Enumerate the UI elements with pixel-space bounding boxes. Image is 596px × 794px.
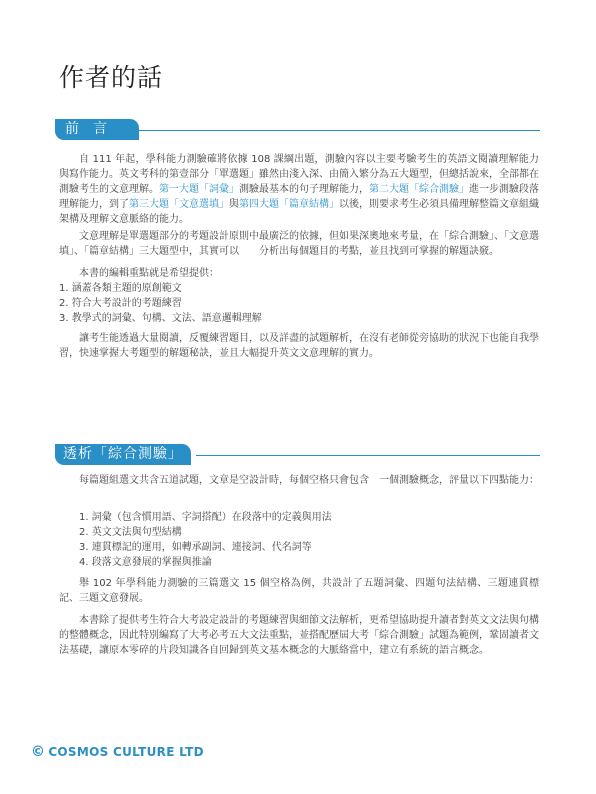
copyright-icon: © — [31, 744, 46, 760]
section-badge-preface: 前言 — [55, 119, 139, 140]
list-item: 1. 詞彙（包含慣用語、字詞搭配）在段落中的定義與用法 — [79, 512, 332, 523]
list-item: 4. 段落文意發展的掌握與推論 — [79, 557, 212, 568]
section-rule — [135, 130, 540, 131]
cloze-list-block — [59, 510, 539, 570]
text-segment: 以後，則要求考生必須具備理解整篇文章組織架構及理解文意脈絡的能力。 — [59, 199, 539, 225]
page-title: 作者的話 — [59, 63, 164, 92]
text-segment: 測驗最基本的句子理解能力， — [239, 184, 369, 195]
section-badge-cloze: 透析「綜合測驗」 — [55, 444, 191, 465]
highlight-structure: 第四大題「篇章結構」 — [239, 199, 339, 210]
list-item: 3. 教學式的詞彙、句構、文法、語意邏輯理解 — [59, 313, 262, 324]
publisher-name: COSMOS CULTURE LTD — [48, 745, 204, 759]
preface-paragraph-4: 讓考生能透過大量閱讀，反覆練習題目，以及詳盡的試題解析，在沒有老師從旁協助的狀況下也能自我學習，快速掌握大考題型的解題秘訣，並且大幅提升英文文意理解的實力。 — [59, 333, 539, 359]
cloze-paragraph-2: 舉 102 年學科能力測驗的三篇選文 15 個空格為例，共設計了五題詞彙、四題句法結構、三題連貫標記、三題文意發展。 — [59, 578, 539, 604]
highlight-fill-in: 第三大題「文意選填」 — [129, 199, 229, 210]
section-rule — [196, 455, 540, 456]
list-item: 3. 連貫標記的運用，如轉承副詞、連接詞、代名詞等 — [79, 542, 312, 553]
text-segment: 與 — [229, 199, 239, 210]
preface-list-block — [59, 266, 539, 326]
ability-list — [79, 510, 539, 570]
cloze-paragraph-3: 本書除了提供考生符合大考設定設計的考題練習與細節文法解析，更希望協助提升讀者對英文文法與句構的整體概念，因此特別編寫了大考必考五大文法重點，並搭配歷屆大考「綜合測驗」試題為範例，鞏固讀者文法基礎，讓原本零碎的片段知識各自回歸到英文基本概念的大脈絡當中，建立有系統的語言概念。 — [59, 615, 539, 656]
list-item: 2. 英文文法與句型結構 — [79, 527, 182, 538]
text-segment: 自 111 年起，學科能力測驗確將依據 108 課綱出題，測驗內容以主要考驗考生的英語文閱讀理解能力與寫作能力。英文考科的第壹部分「單選題」雖然由淺入深、由簡入繁分為五大題型，但總括說來，全部都在測驗考生的文意理解。 — [59, 154, 539, 195]
feature-list — [59, 281, 539, 326]
highlight-cloze: 第二大題「綜合測驗」 — [369, 184, 469, 195]
list-intro: 本書的編輯重點就是希望提供： — [79, 268, 219, 279]
list-item: 1. 涵蓋各類主題的原創範文 — [59, 283, 182, 294]
list-item: 2. 符合大考設計的考題練習 — [59, 298, 182, 309]
preface-paragraph-2: 文意理解是單選題部分的考題設計原則中最廣泛的依據，但如果深奧地來考量，在「綜合測驗」、「文意選填」、「篇章結構」三大題型中，其實可以 分析出每個題目的考點，並且找到可掌握的解題訣竅。 — [59, 231, 539, 257]
publisher-footer — [31, 744, 204, 760]
highlight-vocabulary: 第一大題「詞彙」 — [159, 184, 239, 195]
text-segment: 進一步測驗段落理解能力，到了 — [59, 184, 539, 210]
preface-paragraph-1 — [59, 152, 539, 227]
cloze-paragraph-1: 每篇題組選文共含五道試題，文章是空設計時，每個空格只會包含 一個測驗概念，評量以下四點能力： — [79, 475, 539, 486]
